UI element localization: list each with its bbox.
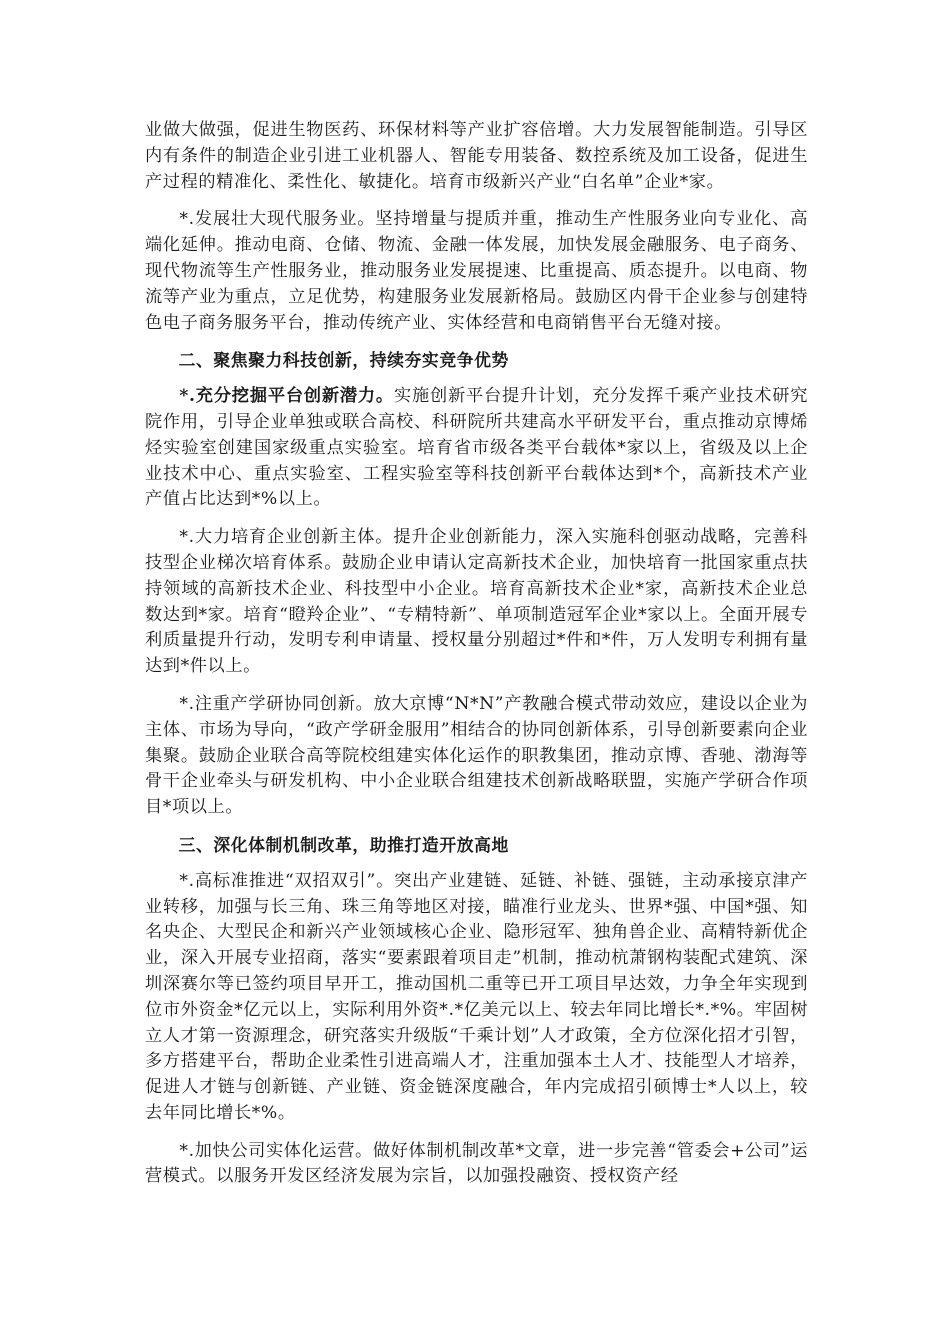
section-heading-reform: 三、深化体制机制改革，助推打造开放高地 xyxy=(178,834,509,855)
paragraph-platform-innovation xyxy=(145,384,808,513)
paragraph-body: 实施创新平台提升计划，充分发挥千乘产业技术研究院作用，引导企业单独或联合高校、科研院所共建高水平研发平台，重点推动京博烯烃实验室创建国家级重点实验室。培育省市级各类平台载体*家以上，省级及以上企业技术中心、重点实验室、工程实验室等科技创新平台载体达到*个，高新技术产业产值占比达到*%以上。 xyxy=(145,386,808,510)
paragraph-lead: *.充分挖掘平台创新潜力。 xyxy=(179,386,394,407)
paragraph-industry-academia: *.注重产学研协同创新。放大京博“N*N”产教融合模式带动效应，建设以企业为主体、市场为导向，“政产学研金服用”相结合的协同创新体系，引导创新要素向企业集聚。鼓励企业联合高等院校组建实体化运作的职教集团，推动京博、香驰、渤海等骨干企业牵头与研发机构、中小企业联合组建技术创新战略联盟，实施产学研合作项目*项以上。 xyxy=(145,693,808,818)
section-heading-tech-innovation: 二、聚焦聚力科技创新，持续夯实竞争优势 xyxy=(178,350,509,371)
paragraph-investment-attraction: *.高标准推进“双招双引”。突出产业建链、延链、补链、强链，主动承接京津产业转移，加强与长三角、珠三角等地区对接，瞄准行业龙头、世界*强、中国*强、知名央企、大型民企和新兴产业领域核心企业、隐形冠军、独角兽企业、高精特新优企业，深入开展专业招商，落实“要素跟着项目走”机制，推动杭萧钢构装配式建筑、深圳深赛尔等已签约项目早开工，推动国机二重等已开工项目早达效，力争全年实现到位市外资金*亿元以上，实际利用外资*.*亿美元以上、较去年同比增长*.*%。牢固树立人才第一资源理念，研究落实升级版“千乘计划”人才政策，全方位深化招才引智，多方搭建平台，帮助企业柔性引进高端人才，注重加强本土人才、技能型人才培养，促进人才链与创新链、产业链、资金链深度融合，年内完成招引硕博士*人以上，较去年同比增长*%。 xyxy=(145,870,808,1123)
paragraph-modern-services: *.发展壮大现代服务业。坚持增量与提质并重，推动生产性服务业向专业化、高端化延伸。推动电商、仓储、物流、金融一体发展，加快发展金融服务、电子商务、现代物流等生产性服务业，推动服务业发展提速、比重提高、质态提升。以电商、物流等产业为重点，立足优势，构建服务业发展新格局。鼓励区内骨干企业参与创建特色电子商务服务平台，推动传统产业、实体经营和电商销售平台无缝对接。 xyxy=(145,209,808,333)
document-page xyxy=(145,118,808,1202)
paragraph-company-operation: *.加快公司实体化运营。做好体制机制改革*文章，进一步完善“管委会+公司”运营模式。以服务开发区经济发展为宗旨，以加强投融资、授权资产经 xyxy=(145,1140,808,1187)
paragraph-enterprise-innovation: *.大力培育企业创新主体。提升企业创新能力，深入实施科创驱动战略，完善科技型企业梯次培育体系。鼓励企业申请认定高新技术企业，加快培育一批国家重点扶持领域的高新技术企业、科技型中小企业。培育高新技术企业*家，高新技术企业总数达到*家。培育“瞪羚企业”、“专精特新”、单项制造冠军企业*家以上。全面开展专利质量提升行动，发明专利申请量、授权量分别超过*件和*件，万人发明专利拥有量达到*件以上。 xyxy=(145,527,808,677)
paragraph-industry-continuation: 业做大做强，促进生物医药、环保材料等产业扩容倍增。大力发展智能制造。引导区内有条件的制造企业引进工业机器人、智能专用装备、数控系统及加工设备，促进生产过程的精准化、柔性化、敏捷化。培育市级新兴产业“白名单”企业*家。 xyxy=(145,120,808,192)
